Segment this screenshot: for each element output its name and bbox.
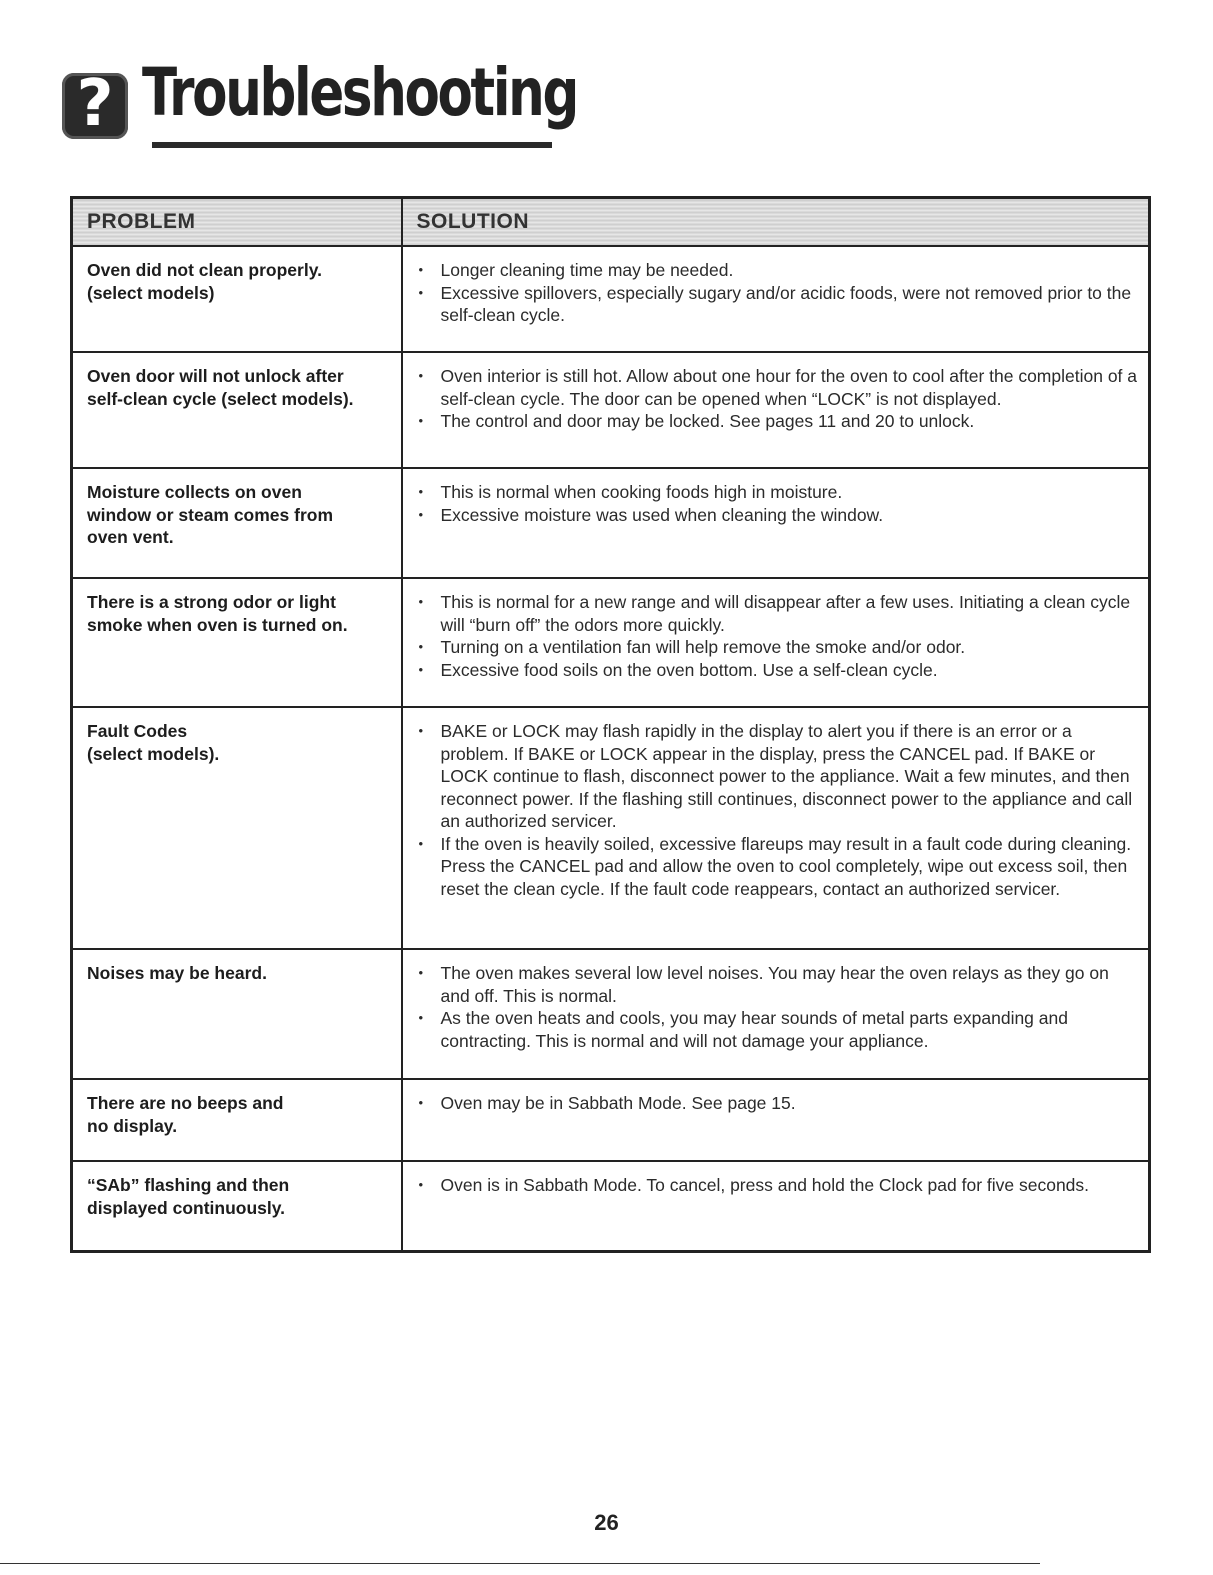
solution-cell: [402, 246, 1150, 352]
solution-list: [417, 481, 1141, 526]
solution-cell: [402, 352, 1150, 468]
solution-cell: [402, 578, 1150, 707]
problem-cell: There are no beeps and no display.: [72, 1079, 402, 1161]
solution-item: • Excessive food soils on the oven bottom. Use a self-clean cycle.: [441, 659, 1141, 682]
table-row: [72, 468, 1150, 578]
solution-cell: [402, 468, 1150, 578]
problem-cell: Moisture collects on oven window or steam comes from oven vent.: [72, 468, 402, 578]
question-mark-icon: ?: [62, 73, 128, 139]
table-header-row: [72, 198, 1150, 247]
problem-cell: Noises may be heard.: [72, 949, 402, 1079]
solution-item: • As the oven heats and cools, you may hear sounds of metal parts expanding and contracting. This is normal and will not damage your appliance.: [441, 1007, 1141, 1052]
solution-list: [417, 1092, 1141, 1115]
solution-cell: [402, 1161, 1150, 1251]
problem-cell: Oven did not clean properly. (select models): [72, 246, 402, 352]
solution-item: • Excessive spillovers, especially sugary and/or acidic foods, were not removed prior to the self-clean cycle.: [441, 282, 1141, 327]
solution-item: • The control and door may be locked. See pages 11 and 20 to unlock.: [441, 410, 1141, 433]
problem-cell: Fault Codes (select models).: [72, 707, 402, 949]
solution-cell: [402, 1079, 1150, 1161]
solution-item: • Oven is in Sabbath Mode. To cancel, press and hold the Clock pad for five seconds.: [441, 1174, 1141, 1197]
title-underline: [152, 142, 552, 148]
solution-cell: [402, 949, 1150, 1079]
solution-item: • Oven interior is still hot. Allow about one hour for the oven to cool after the completion of a self-clean cycle. The door can be opened when “LOCK” is not displayed.: [441, 365, 1141, 410]
table-row: [72, 949, 1150, 1079]
table-row: [72, 352, 1150, 468]
solution-list: [417, 259, 1141, 327]
page-number: 26: [594, 1510, 619, 1535]
solution-list: [417, 591, 1141, 681]
solution-list: [417, 365, 1141, 433]
table-body: [72, 246, 1150, 1251]
solution-item: • Longer cleaning time may be needed.: [441, 259, 1141, 282]
solution-item: • This is normal when cooking foods high in moisture.: [441, 481, 1141, 504]
solution-list: [417, 962, 1141, 1052]
troubleshooting-table: [70, 196, 1151, 1253]
footer-rule: [0, 1563, 1040, 1564]
solution-item: • Oven may be in Sabbath Mode. See page 15.: [441, 1092, 1141, 1115]
solution-item: • This is normal for a new range and will disappear after a few uses. Initiating a clean cycle will “burn off” the odors more quickly.: [441, 591, 1141, 636]
solution-list: [417, 720, 1141, 900]
table-row: [72, 246, 1150, 352]
solution-item: • The oven makes several low level noises. You may hear the oven relays as they go on and off. This is normal.: [441, 962, 1141, 1007]
problem-column-header: PROBLEM: [72, 198, 402, 247]
problem-cell: There is a strong odor or light smoke when oven is turned on.: [72, 578, 402, 707]
solution-item: • Excessive moisture was used when cleaning the window.: [441, 504, 1141, 527]
table-row: [72, 578, 1150, 707]
page-title: Troubleshooting: [142, 54, 577, 131]
solution-item: • If the oven is heavily soiled, excessive flareups may result in a fault code during cleaning. Press the CANCEL pad and allow the oven to cool completely, wipe out excess soil, then reset the clean cycle. If the fault code reappears, contact an authorized servicer.: [441, 833, 1141, 901]
problem-cell: “SAb” flashing and then displayed continuously.: [72, 1161, 402, 1251]
solution-item: • Turning on a ventilation fan will help remove the smoke and/or odor.: [441, 636, 1141, 659]
solution-column-header: SOLUTION: [402, 198, 1150, 247]
table-row: [72, 1079, 1150, 1161]
solution-list: [417, 1174, 1141, 1197]
solution-item: • BAKE or LOCK may flash rapidly in the display to alert you if there is an error or a problem. If BAKE or LOCK appear in the display, press the CANCEL pad. If BAKE or LOCK continue to flash, disconnect power to the appliance. Wait a few minutes, and then reconnect power. If the flashing still continues, disconnect power to the appliance and call an authorized servicer.: [441, 720, 1141, 833]
table-row: [72, 1161, 1150, 1251]
solution-cell: [402, 707, 1150, 949]
table-row: [72, 707, 1150, 949]
problem-cell: Oven door will not unlock after self-clean cycle (select models).: [72, 352, 402, 468]
